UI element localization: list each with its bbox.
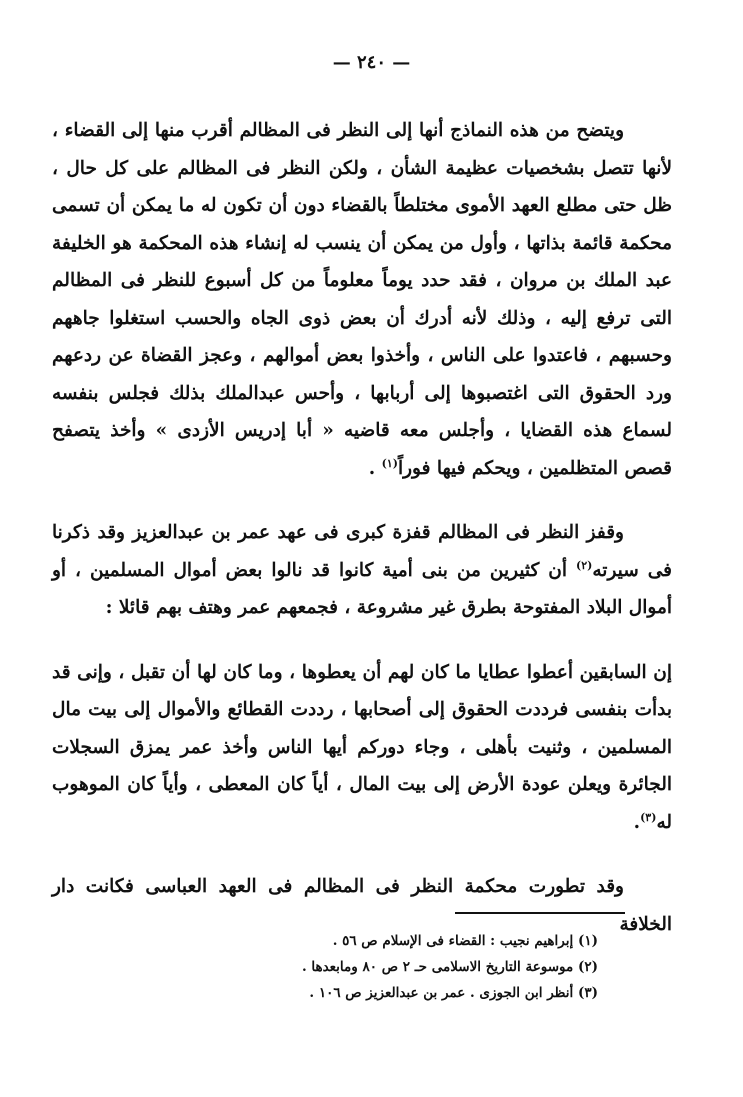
- paragraph-tail: أن كثيرين من بنى أمية كانوا قد نالوا بعض أموال المسلمين ، أو أموال البلاد المفتوحة بطرق غير مشروعة ، فجمعهم عمر وهتف بهم قائلا :: [52, 559, 672, 618]
- footnote-reference: (١): [381, 456, 398, 470]
- paragraph-tail: .: [368, 457, 382, 479]
- footnote-reference: (٢): [576, 558, 593, 572]
- paragraph-3-quotation: [52, 654, 672, 842]
- page-number: — ٢٤٠ —: [332, 52, 411, 73]
- paragraph-2: [52, 514, 672, 627]
- paragraph-text: وقفز النظر فى المظالم قفزة كبرى فى عهد عمر بن عبدالعزيز وقد ذكرنا فى سيرته: [52, 522, 672, 581]
- footnotes: [52, 928, 598, 1006]
- footnote-3: (٣) أنظر ابن الجوزى . عمر بن عبدالعزيز ص ١٠٦ .: [309, 985, 598, 1001]
- footnote-separator: [455, 912, 625, 914]
- paragraph-text: وقد تطورت محكمة النظر فى المظالم فى العهد العباسى فكانت دار الخلافة: [52, 876, 672, 935]
- paragraph-text: ويتضح من هذه النماذج أنها إلى النظر فى المظالم أقرب منها إلى القضاء ، لأنها تتصل بشخصيات عظيمة الشأن ، ولكن النظر فى المظالم على كل حال ، ظل حتى مطلع العهد الأموى مختلطاً بالقضاء دون أن تكون له ما يمكن أن تسمى محكمة قائمة بذاتها ، وأول من يمكن أن ينسب له إنشاء هذه المحكمة هو الخليفة عبد الملك بن مروان ، فقد حدد يوماً معلوماً من كل أسبوع للنظر فى المظالم التى ترفع إليه ، وذلك لأنه أدرك أن بعض ذوى الجاه والحسب استغلوا جاههم وحسبهم ، فاعتدوا على الناس ، وأخذوا بعض أموالهم ، وعجز القضاة عن ردعهم ورد الحقوق التى اغتصبوها إلى أربابها ، وأحس عبدالملك بذلك فجلس بنفسه لسماع هذه القضايا ، وأجلس معه قاضيه « أبا إدريس الأزدى » وأخذ يتصفح قصص المتظلمين ، ويحكم فيها فوراً: [52, 120, 672, 479]
- footnote-2: (٢) موسوعة التاريخ الاسلامى حـ ٢ ص ٨٠ ومابعدها .: [301, 959, 598, 975]
- paragraph-tail: .: [633, 811, 641, 833]
- footnote-1: (١) إبراهيم نجيب : القضاء فى الإسلام ص ٥٦ .: [332, 933, 598, 949]
- paragraph-1: [52, 112, 672, 487]
- body-text: [52, 112, 672, 970]
- paragraph-text: إن السابقين أعطوا عطايا ما كان لهم أن يعطوها ، وما كان لها أن تقبل ، وإنى قد بدأت بنفسى فرددت الحقوق إلى أصحابها ، رددت القطائع والأموال إلى بيت مال المسلمين ، وثنيت بأهلى ، وجاء دوركم أيها الناس وأخذ عمر يمزق السجلات الجائرة ويعلن عودة الأرض إلى بيت المال ، أياً كان المعطى ، وأياً كان الموهوب له: [52, 661, 672, 833]
- footnote-reference: (٣): [640, 810, 657, 824]
